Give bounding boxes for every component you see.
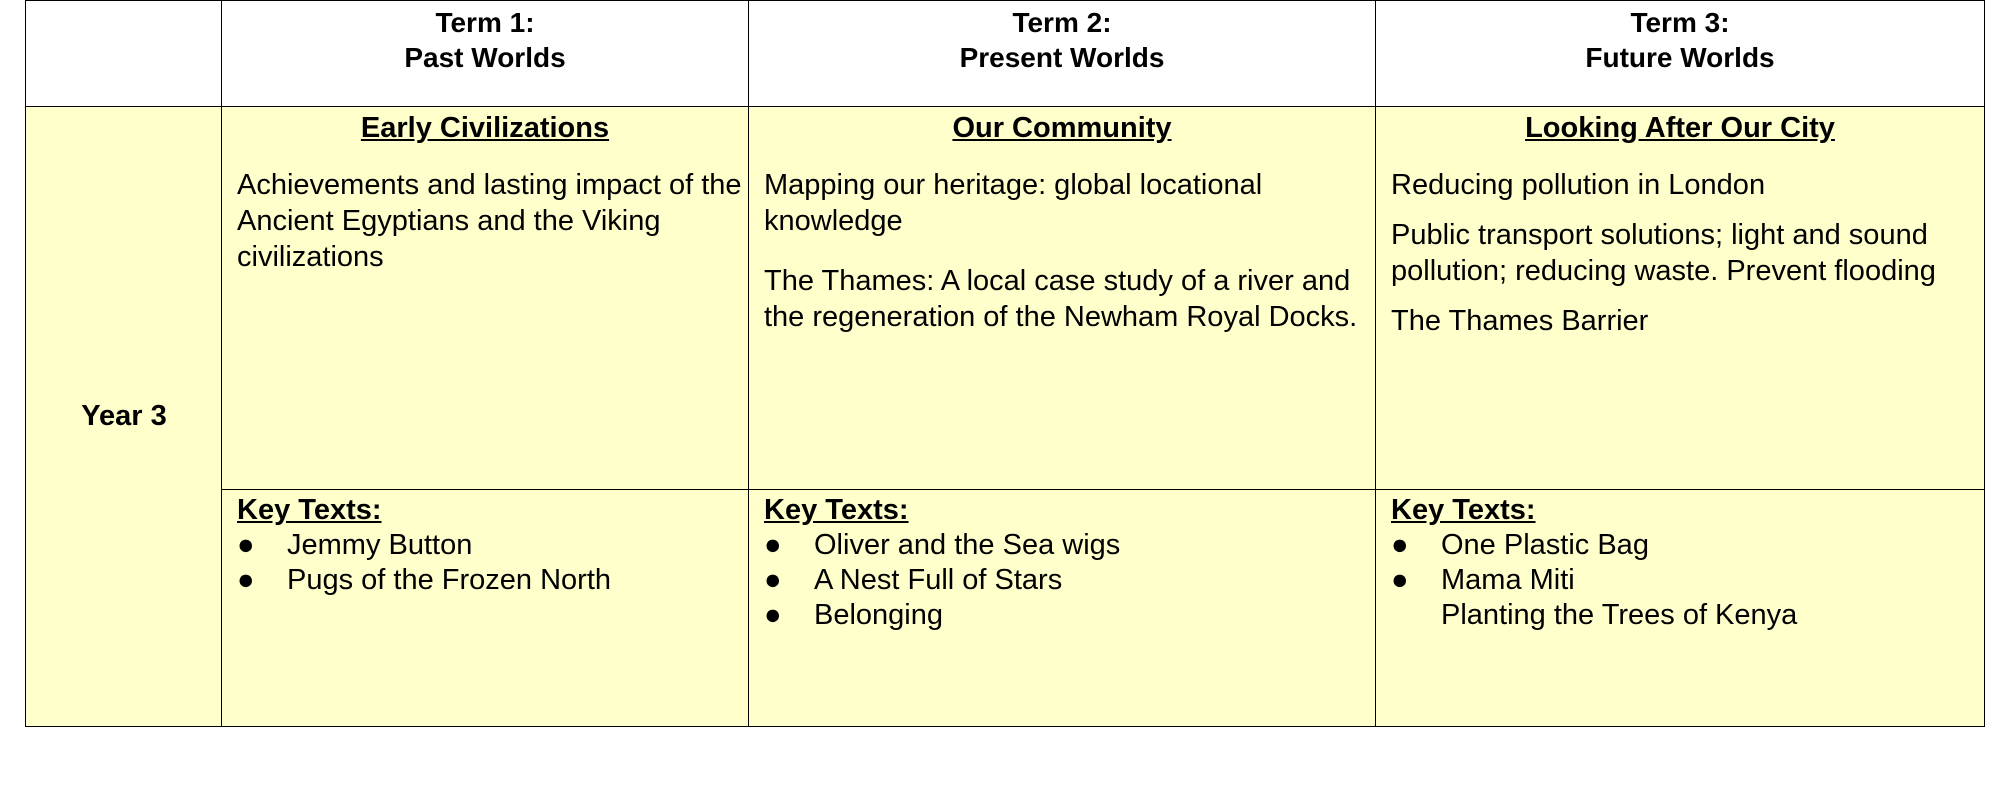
row-divider xyxy=(26,106,1984,107)
column-divider xyxy=(748,1,749,726)
list-item: ● Jemmy Button xyxy=(237,529,473,561)
term1-topic-title: Early Civilizations xyxy=(360,112,610,144)
list-item-continuation: Planting the Trees of Kenya xyxy=(1441,599,1798,631)
list-item: ● One Plastic Bag xyxy=(1391,529,1649,561)
term3-topic-paragraph: Reducing pollution in London xyxy=(1391,169,1766,201)
bullet-icon: ● xyxy=(1391,529,1409,561)
term3-topic-cell xyxy=(1376,107,1984,489)
term1-topic-cell xyxy=(222,107,748,489)
term3-topic-title: Looking After Our City xyxy=(1525,112,1835,144)
row-divider xyxy=(222,489,1984,490)
bullet-icon: ● xyxy=(764,599,782,631)
term1-header xyxy=(222,1,748,107)
term3-theme: Future Worlds xyxy=(1585,42,1775,73)
term2-label: Term 2: xyxy=(1012,7,1112,38)
bullet-icon: ● xyxy=(237,564,255,596)
term2-topic-cell xyxy=(749,107,1375,489)
list-item: ● Mama Miti xyxy=(1391,564,1575,596)
key-texts-heading: Key Texts: xyxy=(1391,494,1536,526)
term3-key-texts xyxy=(1376,490,1984,726)
term2-theme: Present Worlds xyxy=(959,42,1165,73)
term2-header xyxy=(749,1,1375,107)
term2-topic-title: Our Community xyxy=(952,112,1172,144)
term1-label: Term 1: xyxy=(435,7,535,38)
term3-label: Term 3: xyxy=(1630,7,1730,38)
curriculum-table xyxy=(25,0,1985,727)
year-label: Year 3 xyxy=(81,400,167,432)
term1-theme: Past Worlds xyxy=(404,42,566,73)
bullet-icon: ● xyxy=(1391,564,1409,596)
list-item: ● Pugs of the Frozen North xyxy=(237,564,611,596)
list-item: ● Oliver and the Sea wigs xyxy=(764,529,1121,561)
term3-topic-paragraph: The Thames Barrier xyxy=(1391,305,1649,337)
term1-key-texts xyxy=(222,490,748,726)
term2-topic-paragraph: Mapping our heritage: global locational knowledge xyxy=(764,169,1263,237)
column-divider xyxy=(221,1,222,726)
term1-topic-paragraph: Achievements and lasting impact of the Ancient Egyptians and the Viking civilizations xyxy=(237,169,742,273)
term2-key-texts xyxy=(749,490,1375,726)
column-divider xyxy=(1375,1,1376,726)
bullet-icon: ● xyxy=(764,529,782,561)
key-texts-heading: Key Texts: xyxy=(764,494,909,526)
term3-header xyxy=(1376,1,1984,107)
bullet-icon: ● xyxy=(237,529,255,561)
bullet-icon: ● xyxy=(764,564,782,596)
list-item: ● A Nest Full of Stars xyxy=(764,564,1063,596)
list-item: ● Belonging xyxy=(764,599,943,631)
key-texts-heading: Key Texts: xyxy=(237,494,382,526)
term2-topic-paragraph: The Thames: A local case study of a river and the regeneration of the Newham Royal Docks. xyxy=(764,265,1358,333)
term3-topic-paragraph: Public transport solutions; light and sound pollution; reducing waste. Prevent flooding xyxy=(1391,219,1936,287)
